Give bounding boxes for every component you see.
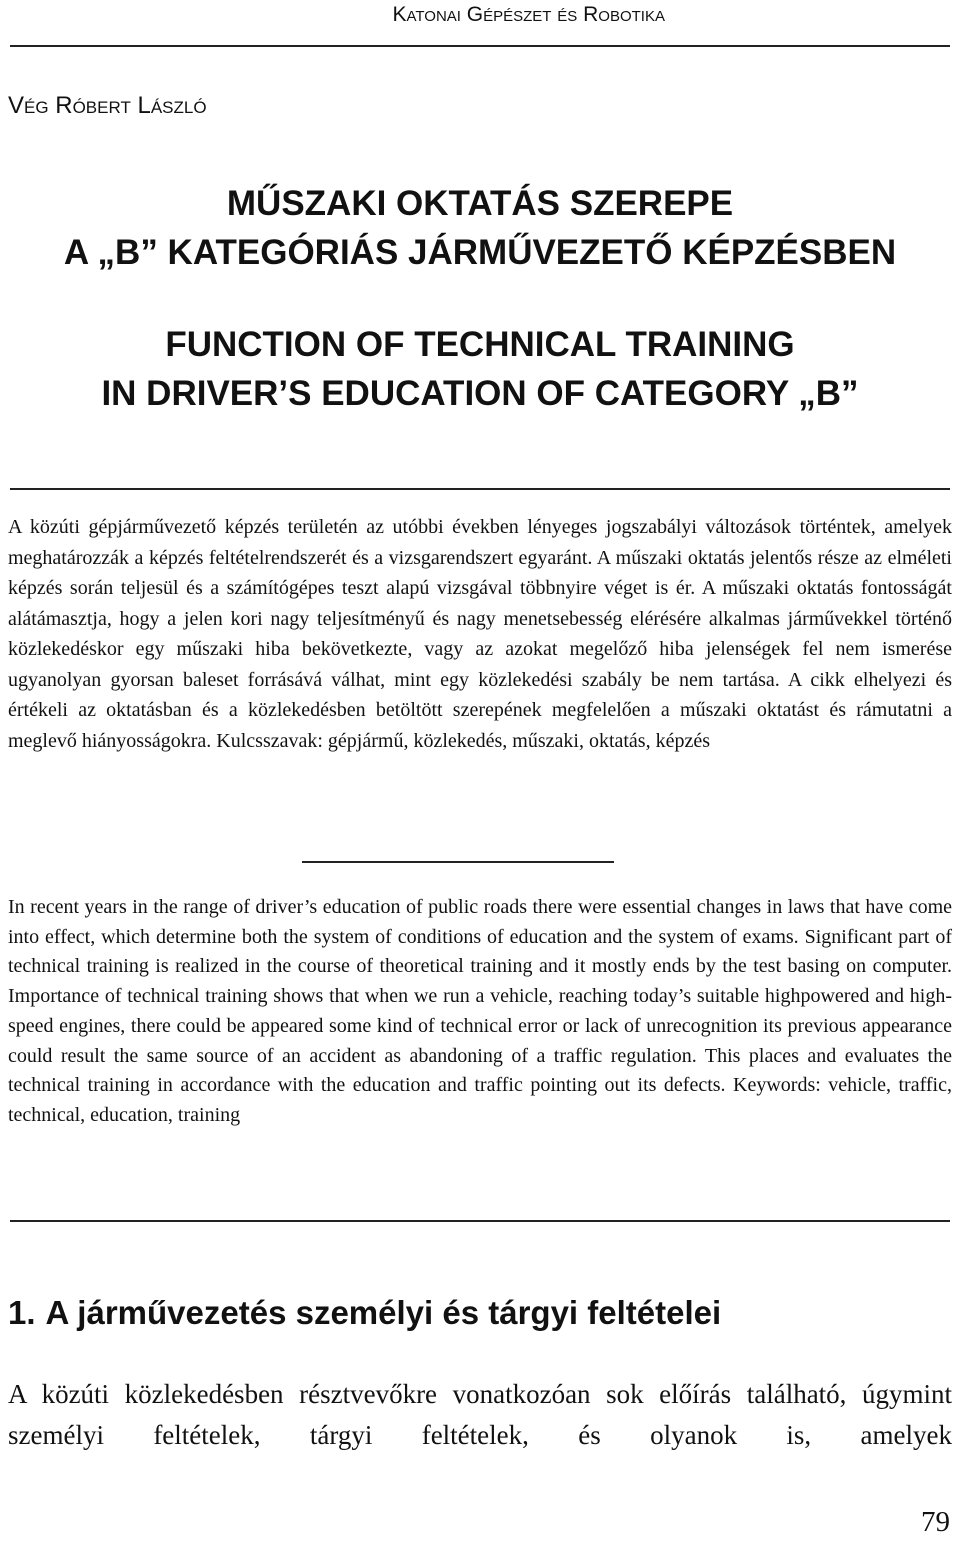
hungarian-abstract: A közúti gépjárművezető képzés területén az utóbbi években lényeges jogszabályi változások történtek, amelyek meghatározzák a képzés feltételrendszerét és a vizsgarendszert egyaránt. A műszaki oktatás jelentős része az elméleti képzés során teljesül és a számítógépes teszt alapú vizsgával többnyire véget is ér. A műszaki oktatás fontosságát alátámasztja, hogy a jelen kori nagy teljesítményű és nagy menetsebesség elérésére alkalmas járművekkel történő közlekedéskor egy műszaki hiba bekövetkezte, vagy az azokat megelőző hiba jelenségek fel nem ismerése ugyanolyan gyorsan baleset forrásává válhat, mint egy közlekedési szabály be nem tartása. A cikk elhelyezi és értékeli az oktatásban és a közlekedésben betöltött szerepének megfelelően a műszaki oktatást és rámutatni a meglevő hiányosságokra. Kulcsszavak: gépjármű, közlekedés, műszaki, oktatás, képzés <box>8 516 952 752</box>
journal-title <box>392 3 665 27</box>
running-header <box>0 2 960 40</box>
english-abstract: In recent years in the range of driver’s education of public roads there were essential changes in laws that have come into effect, which determine both the system of conditions of education and the system of exams. Significant part of technical training is realized in the course of theoretical training and it mostly ends by the test basing on computer. Importance of technical training shows that when we run a vehicle, reaching today’s suitable highpowered and high-speed engines, there could be appeared some kind of technical error or lack of unrecognition its previous appearance could result the same source of an accident as abandoning of a traffic regulation. This places and evaluates the technical training in accordance with the education and traffic pointing out its defects. Keywords: vehicle, traffic, technical, education, training <box>8 896 952 1126</box>
author-name-text: Vég Róbert László <box>8 92 207 119</box>
author-name <box>8 92 207 120</box>
page-number: 79 <box>921 1506 950 1538</box>
section-title: A járművezetés személyi és tárgyi feltételei <box>45 1294 722 1331</box>
section-number: 1. <box>8 1294 36 1331</box>
hungarian-title <box>0 179 960 277</box>
abstract-separator <box>302 861 614 863</box>
hungarian-title-line-2: A „B” KATEGÓRIÁS JÁRMŰVEZETŐ KÉPZÉSBEN <box>63 233 897 272</box>
section-heading <box>8 1294 721 1332</box>
journal-title-text: Katonai Gépészet és Robotika <box>392 3 665 26</box>
body-paragraph: A közúti közlekedésben résztvevőkre vonatkozóan sok előírás található, úgymint személyi feltételek, tárgyi feltételek, és olyanok is, amelyek <box>8 1379 952 1450</box>
abstract-top-rule <box>10 488 950 490</box>
header-rule <box>10 45 950 47</box>
english-title-line-2: IN DRIVER’S EDUCATION OF CATEGORY „B” <box>101 374 859 413</box>
english-title-line-1: FUNCTION OF TECHNICAL TRAINING <box>165 325 795 364</box>
abstract-bottom-rule <box>10 1220 950 1222</box>
hungarian-title-line-1: MŰSZAKI OKTATÁS SZEREPE <box>226 184 734 223</box>
english-title <box>0 320 960 418</box>
